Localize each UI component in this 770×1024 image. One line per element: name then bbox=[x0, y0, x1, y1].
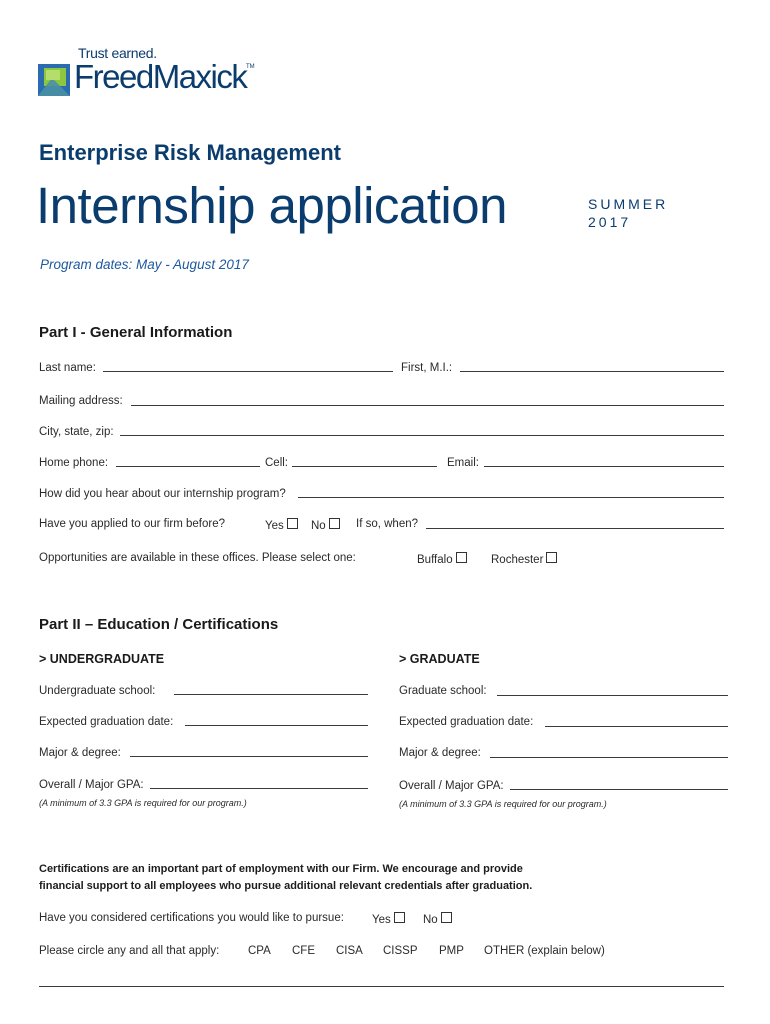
undergrad-gpa-label: Overall / Major GPA: bbox=[39, 779, 144, 791]
city-state-zip-label: City, state, zip: bbox=[39, 426, 114, 438]
how-heard-field[interactable] bbox=[298, 497, 724, 498]
undergrad-date-field[interactable] bbox=[185, 725, 368, 726]
certs-explain-field[interactable] bbox=[39, 986, 724, 987]
applied-no-checkbox[interactable] bbox=[329, 518, 340, 529]
graduate-heading: > GRADUATE bbox=[399, 652, 480, 666]
office-buffalo-checkbox[interactable] bbox=[456, 552, 467, 563]
applied-no-option[interactable] bbox=[311, 518, 340, 532]
logo-trademark: TM bbox=[246, 64, 255, 70]
certs-no-label: No bbox=[423, 914, 438, 926]
cert-option-cfe[interactable]: CFE bbox=[292, 945, 315, 957]
undergrad-major-label: Major & degree: bbox=[39, 747, 121, 759]
cert-option-cisa[interactable]: CISA bbox=[336, 945, 363, 957]
part2-heading: Part II – Education / Certifications bbox=[39, 616, 279, 633]
cert-option-cpa[interactable]: CPA bbox=[248, 945, 271, 957]
grad-major-field[interactable] bbox=[490, 757, 728, 758]
grad-school-label: Graduate school: bbox=[399, 685, 487, 697]
undergrad-school-label: Undergraduate school: bbox=[39, 685, 156, 697]
certs-no-option[interactable] bbox=[423, 912, 452, 926]
program-dates: Program dates: May - August 2017 bbox=[40, 257, 249, 272]
year-label: 2017 bbox=[588, 214, 632, 230]
logo-wordmark: FreedMaxick bbox=[74, 58, 247, 95]
grad-school-field[interactable] bbox=[497, 695, 728, 696]
grad-gpa-note: (A minimum of 3.3 GPA is required for our program.) bbox=[399, 799, 607, 809]
last-name-field[interactable] bbox=[103, 371, 393, 372]
logo-tagline: Trust earned. bbox=[78, 45, 157, 61]
certs-yes-option[interactable] bbox=[372, 912, 405, 926]
if-so-when-field[interactable] bbox=[426, 528, 724, 529]
applied-yes-checkbox[interactable] bbox=[287, 518, 298, 529]
office-buffalo-label: Buffalo bbox=[417, 554, 453, 566]
undergrad-school-field[interactable] bbox=[174, 694, 368, 695]
first-mi-field[interactable] bbox=[460, 371, 724, 372]
certs-no-checkbox[interactable] bbox=[441, 912, 452, 923]
grad-gpa-label: Overall / Major GPA: bbox=[399, 780, 504, 792]
part1-heading: Part I - General Information bbox=[39, 324, 233, 341]
grad-major-label: Major & degree: bbox=[399, 747, 481, 759]
certs-circle-prompt: Please circle any and all that apply: bbox=[39, 945, 220, 957]
logo-mark-icon bbox=[38, 64, 70, 96]
undergrad-gpa-note: (A minimum of 3.3 GPA is required for our program.) bbox=[39, 798, 247, 808]
grad-date-field[interactable] bbox=[545, 726, 728, 727]
offices-prompt: Opportunities are available in these offices. Please select one: bbox=[39, 552, 356, 564]
grad-date-label: Expected graduation date: bbox=[399, 716, 534, 728]
first-mi-label: First, M.I.: bbox=[401, 362, 453, 374]
cell-label: Cell: bbox=[265, 457, 289, 469]
home-phone-label: Home phone: bbox=[39, 457, 109, 469]
certs-intro-line2: financial support to all employees who pursue additional relevant credentials after graduation. bbox=[39, 880, 533, 892]
undergrad-major-field[interactable] bbox=[130, 756, 368, 757]
city-state-zip-field[interactable] bbox=[120, 435, 724, 436]
applied-yes-label: Yes bbox=[265, 520, 284, 532]
undergrad-gpa-field[interactable] bbox=[150, 788, 368, 789]
home-phone-field[interactable] bbox=[116, 466, 260, 467]
cert-option-pmp[interactable]: PMP bbox=[439, 945, 464, 957]
office-rochester-checkbox[interactable] bbox=[546, 552, 557, 563]
cert-option-cissp[interactable]: CISSP bbox=[383, 945, 418, 957]
if-so-when-label: If so, when? bbox=[356, 518, 419, 530]
email-field[interactable] bbox=[484, 466, 724, 467]
last-name-label: Last name: bbox=[39, 362, 96, 374]
cell-field[interactable] bbox=[292, 466, 437, 467]
office-rochester-label: Rochester bbox=[491, 554, 544, 566]
season-label: SUMMER bbox=[588, 196, 669, 212]
mailing-address-field[interactable] bbox=[131, 405, 724, 406]
applied-yes-option[interactable] bbox=[265, 518, 298, 532]
certs-intro-line1: Certifications are an important part of employment with our Firm. We encourage and provide bbox=[39, 863, 523, 875]
undergrad-date-label: Expected graduation date: bbox=[39, 716, 174, 728]
email-label: Email: bbox=[447, 457, 479, 469]
certs-yes-label: Yes bbox=[372, 914, 391, 926]
applied-before-label: Have you applied to our firm before? bbox=[39, 518, 226, 530]
page-title: Internship application bbox=[36, 177, 507, 234]
certs-yes-checkbox[interactable] bbox=[394, 912, 405, 923]
grad-gpa-field[interactable] bbox=[510, 789, 728, 790]
certs-considered-label: Have you considered certifications you would like to pursue: bbox=[39, 912, 344, 924]
cert-option-other[interactable]: OTHER (explain below) bbox=[484, 945, 605, 957]
undergrad-heading: > UNDERGRADUATE bbox=[39, 652, 165, 666]
applied-no-label: No bbox=[311, 520, 326, 532]
how-heard-label: How did you hear about our internship program? bbox=[39, 488, 286, 500]
department-title: Enterprise Risk Management bbox=[39, 140, 341, 165]
office-rochester-option[interactable] bbox=[491, 552, 557, 566]
mailing-address-label: Mailing address: bbox=[39, 395, 123, 407]
office-buffalo-option[interactable] bbox=[417, 552, 467, 566]
